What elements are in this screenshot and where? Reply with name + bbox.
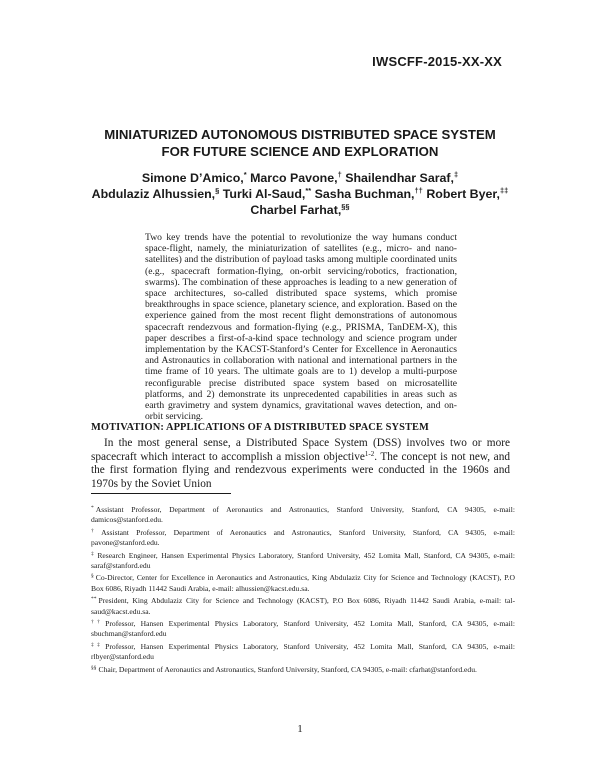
- footnote: [91, 551, 515, 572]
- section-heading: MOTIVATION: APPLICATIONS OF A DISTRIBUTED SPACE SYSTEM: [91, 422, 429, 433]
- footnote-mark: ‡: [91, 550, 96, 557]
- abstract: Two key trends have the potential to revolutionize the way humans conduct space-flight, namely, the miniaturization of satellites (e.g., micro- and nano-satellites) and the distribution of payload tasks among multiple coordinated units (e.g., spacecraft formation-flying, on-orbit servicing/robotics, fractionation, swarms). The combination of these approaches is leading to a new generation of space architectures, so-called distributed space systems, which promise breakthroughs in space science, planetary science, and exploration. Based on the experience gained from the most recent flight demonstrations of autonomous spacecraft rendezvous and formation-flying (e.g., PRISMA, TanDEM-X), this paper describes a first-of-a-kind space technology and science program under implementation by the KACST-Stanford’s Center for Excellence in Aeronautics and Astronautics in collaboration with national and international partners in the time frame of 10 years. The ultimate goals are to 1) develop a multi-purpose reconfigurable precise distributed space system based on microsatellite platforms, and 2) demonstrate its unprecedented capabilities in areas such as earth gravimetry and system dynamics, gravitational waves detection, and on-orbit servicing.: [145, 232, 457, 423]
- footnote-text: Professor, Hansen Experimental Physics Laboratory, Stanford University, 452 Lomita Mall, Stanford, CA 94305, e-mail: rlbyer@stanford.edu: [91, 641, 516, 662]
- footnote-text: Professor, Hansen Experimental Physics Laboratory, Stanford University, 452 Lomita Mall, Stanford, CA 94305, e-mail: sbuchman@stanford.edu: [91, 619, 516, 639]
- footnote-mark: **: [91, 596, 97, 603]
- footnote: [91, 573, 515, 594]
- body-paragraph: [91, 437, 510, 491]
- author-name: Turki Al-Saud,: [222, 187, 306, 201]
- author-mark: ††: [414, 186, 423, 195]
- footnote-text: Assistant Professor, Department of Aeronautics and Astronautics, Stanford University, Stanford, CA 94305, e-mail: damicos@stanford.edu.: [91, 505, 515, 525]
- author-name: Simone D’Amico,: [141, 171, 244, 185]
- footnote-mark: *: [91, 505, 94, 511]
- author-mark: ‡‡: [500, 186, 509, 195]
- paragraph-text-start: In the most general sense, a Distributed Space System (DSS) involves two or more spacecraft which interact to accomplish a mission objective: [91, 437, 510, 463]
- author-mark: **: [305, 186, 312, 195]
- footnote: [91, 665, 515, 675]
- footnote-divider: [91, 493, 231, 494]
- paragraph-text-end: . The concept is not new, and the first formation flying and rendezvous experiments were conducted in the 1960s and 1970s by the Soviet Union: [91, 450, 510, 490]
- author-name: Charbel Farhat,: [250, 203, 342, 217]
- footnote-text: Chair, Department of Aeronautics and Astronautics, Stanford University, Stanford, CA 94305, e-mail: cfarhat@stanford.edu.: [98, 664, 477, 674]
- footnote-mark: ††: [91, 619, 104, 626]
- footnote-text: Research Engineer, Hansen Experimental Physics Laboratory, Stanford University, 452 Lomita Mall, Stanford, CA 94305, e-mail: saraf@stanford.edu: [91, 550, 515, 571]
- footnote-text: Assistant Professor, Department of Aeronautics and Astronautics, Stanford University, Stanford, CA 94305, e-mail: pavone@stanford.edu.: [91, 527, 516, 548]
- author-name: Sasha Buchman,: [314, 187, 415, 201]
- paper-title: [60, 126, 540, 160]
- footnote: [91, 642, 515, 663]
- title-line-2: FOR FUTURE SCIENCE AND EXPLORATION: [161, 144, 439, 159]
- footnote-list: [91, 505, 515, 677]
- author-mark: §: [215, 186, 220, 195]
- author-name: Abdulaziz Alhussien,: [91, 187, 216, 201]
- author-mark: *: [243, 170, 247, 179]
- footnote-mark: †: [91, 527, 100, 534]
- author-list: [40, 170, 560, 218]
- author-mark: §§: [341, 202, 350, 211]
- footnote-mark: ‡‡: [91, 641, 104, 648]
- footnote: [91, 528, 515, 549]
- author-line-3: [40, 202, 560, 218]
- footnote: [91, 596, 515, 617]
- title-line-1: MINIATURIZED AUTONOMOUS DISTRIBUTED SPACE SYSTEM: [104, 127, 496, 142]
- author-mark: ‡: [454, 170, 459, 179]
- page-number: 1: [297, 723, 303, 735]
- citation-ref: 1-2: [364, 449, 375, 458]
- author-line-1: [40, 170, 560, 186]
- footnote-text: President, King Abdulaziz City for Science and Technology (KACST), P.O Box 6086, Riyadh 11442 Saudi Arabia, e-mail: tal-saud@kacst.edu.sa.: [91, 596, 515, 616]
- footnote-mark: §: [91, 573, 94, 580]
- footnote: [91, 505, 515, 526]
- footnote-mark: §§: [91, 664, 97, 671]
- author-line-2: [40, 186, 560, 202]
- footnote: [91, 619, 515, 640]
- paper-id: IWSCFF-2015-XX-XX: [372, 54, 502, 69]
- footnote-text: Co-Director, Center for Excellence in Aeronautics and Astronautics, King Abdulaziz City for Science and Technology (KACST), P.O Box 6086, Riyadh 11442 Saudi Arabia, e-mail: alhussien@kacst.edu.sa.: [91, 573, 515, 593]
- author-mark: †: [337, 170, 342, 179]
- author-name: Marco Pavone,: [250, 171, 338, 185]
- author-name: Robert Byer,: [426, 187, 500, 201]
- author-name: Shailendhar Saraf,: [345, 171, 454, 185]
